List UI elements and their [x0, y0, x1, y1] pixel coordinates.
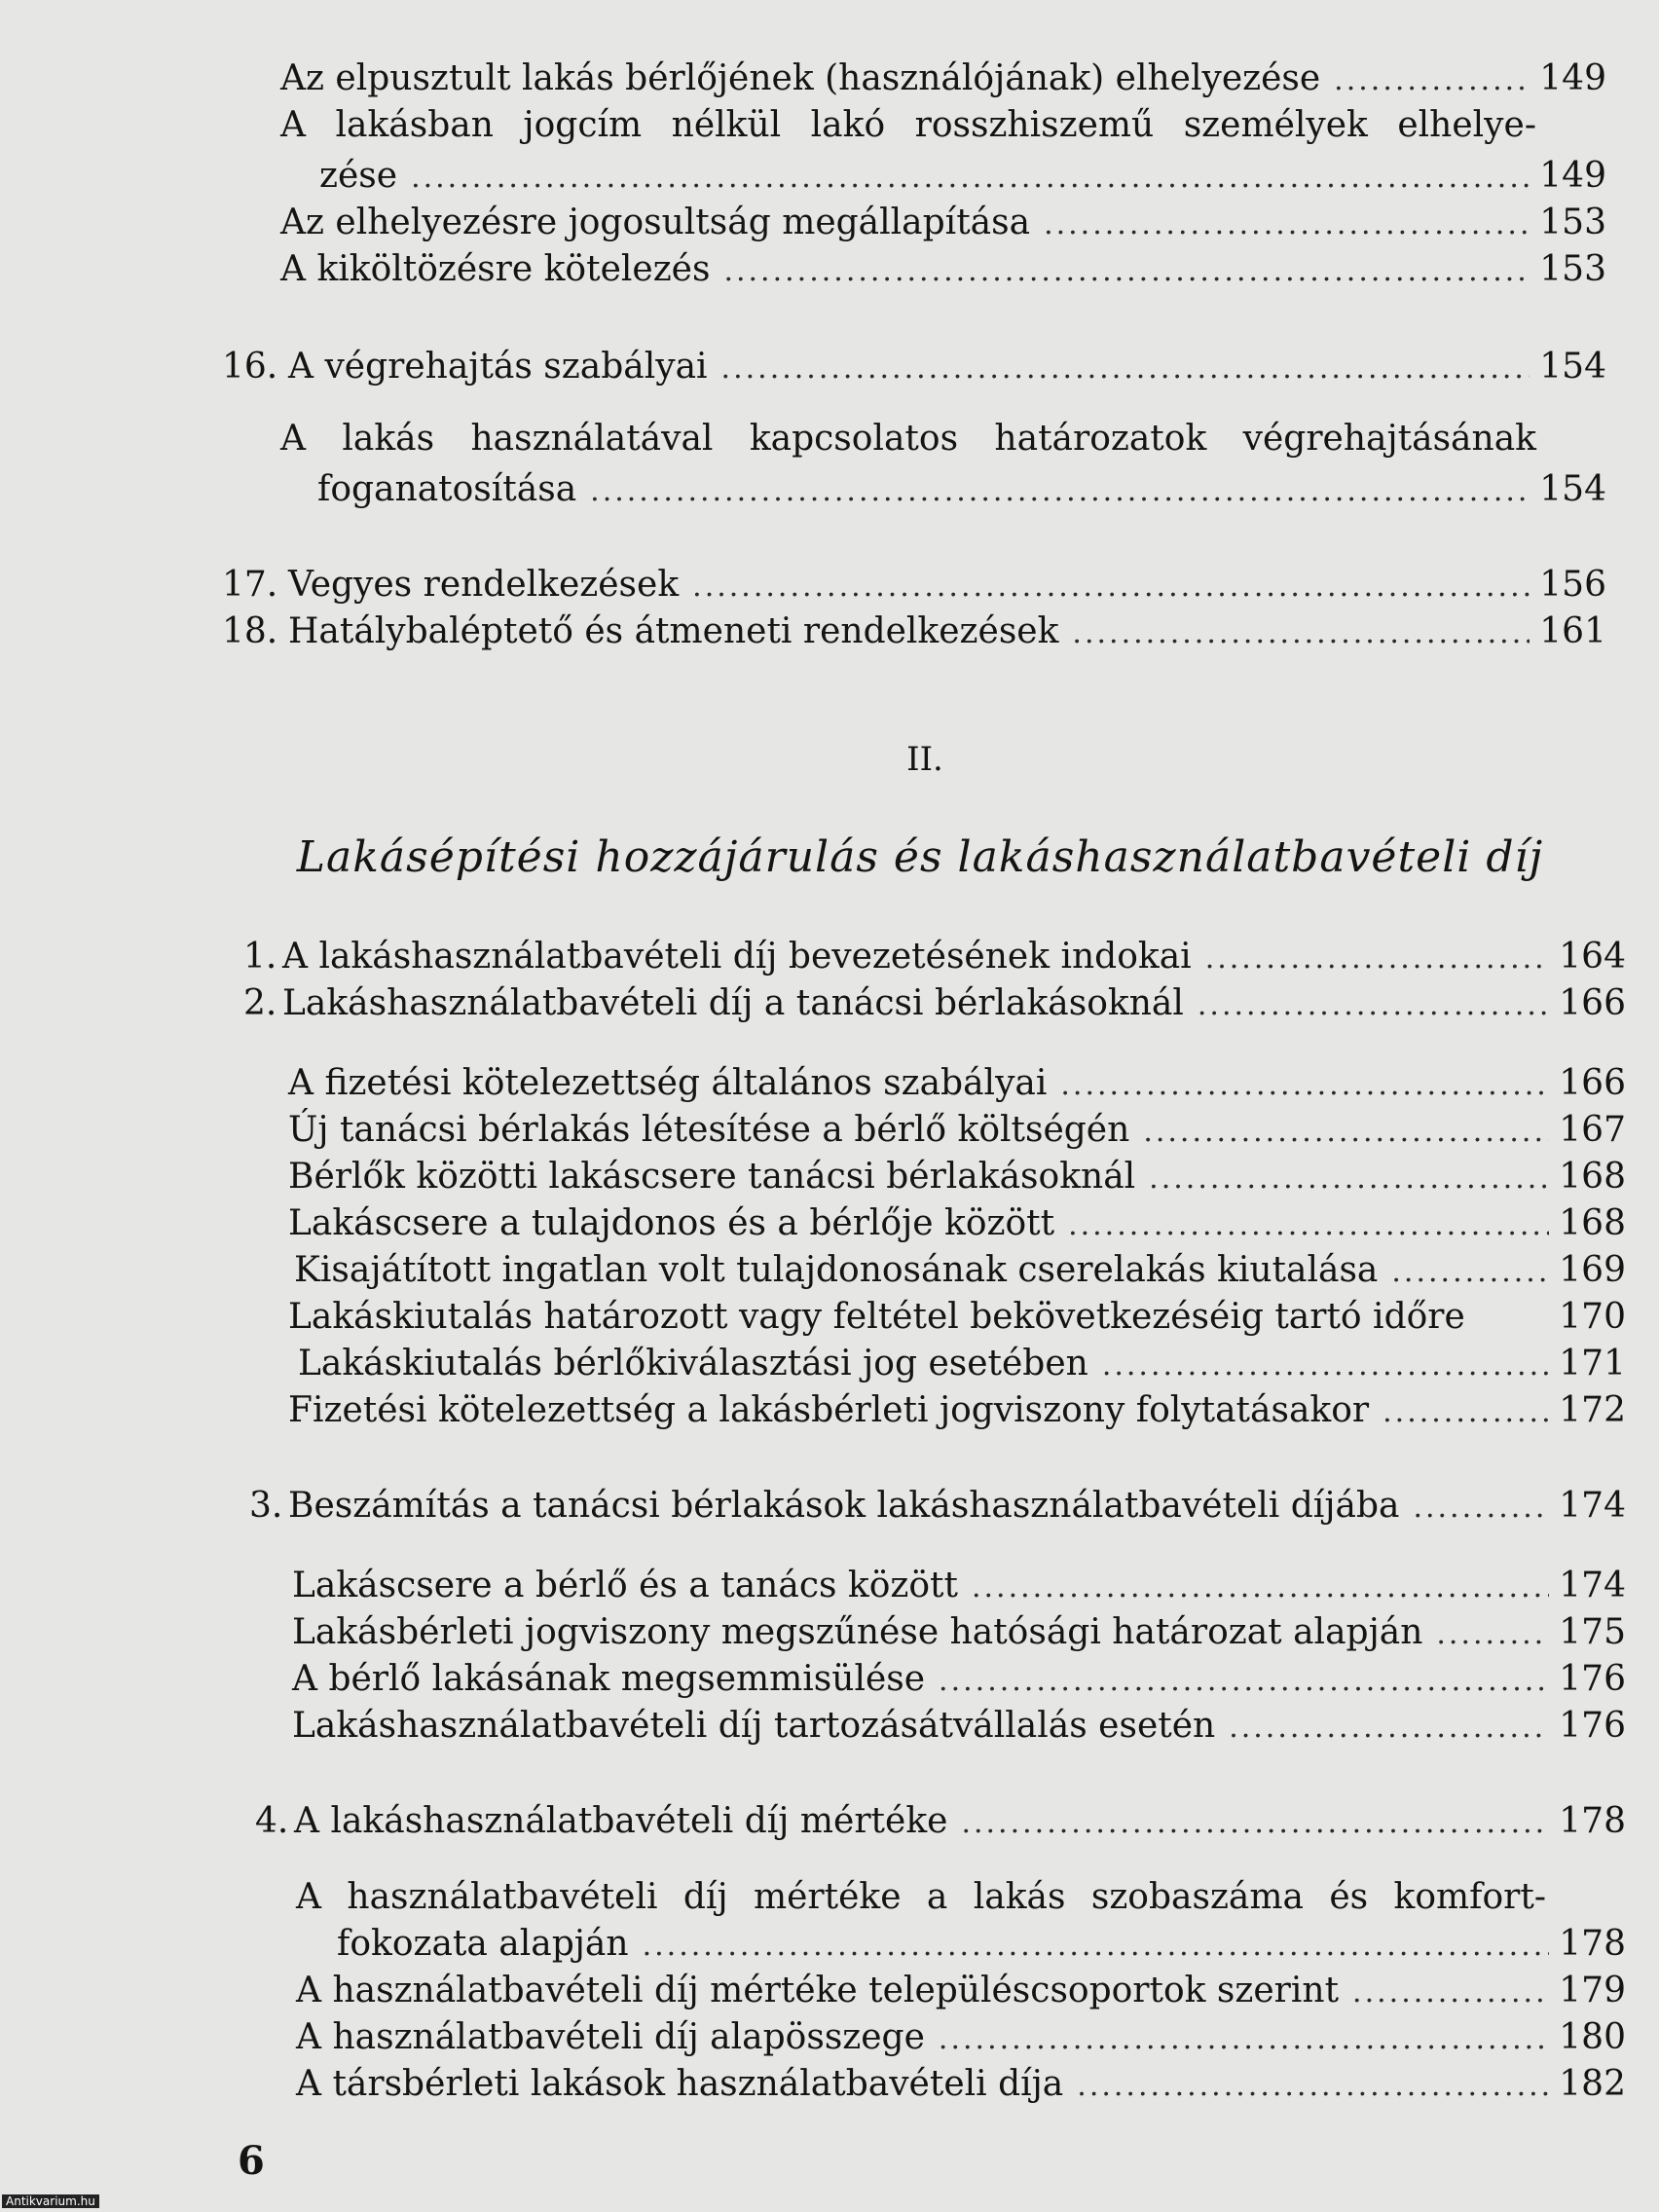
- toc-entry-page: 153: [1539, 203, 1606, 242]
- toc-entry-text: Bérlők közötti lakáscsere tanácsi bérlakásoknál: [288, 1157, 1136, 1197]
- page-number: 6: [238, 2138, 265, 2184]
- dot-leader: [939, 1665, 1549, 1699]
- toc-entry-text: Lakáshasználatbavételi díj tartozásátvállalás esetén: [292, 1706, 1216, 1746]
- toc-entry: [280, 58, 1606, 98]
- toc-entry-text: Az elpusztult lakás bérlőjének (használójának) elhelyezése: [280, 58, 1321, 98]
- dot-leader: [972, 1571, 1549, 1605]
- dot-leader: [1102, 1349, 1549, 1383]
- toc-entry: [288, 1110, 1626, 1150]
- dot-leader: [1198, 989, 1549, 1023]
- dot-leader: [723, 255, 1530, 289]
- toc-entry-page: 176: [1559, 1659, 1626, 1699]
- part-title: Lakásépítési hozzájárulás és lakáshasználatbavételi díj: [296, 832, 1544, 882]
- toc-entry-text: foganatosítása: [317, 469, 577, 509]
- toc-entry-page: 174: [1559, 1486, 1626, 1526]
- chapter-number: 16.: [222, 347, 278, 387]
- toc-entry: [319, 156, 1606, 196]
- toc-entry: [292, 1566, 1626, 1605]
- toc-entry-page: 149: [1539, 156, 1606, 196]
- toc-entry: [296, 2017, 1626, 2057]
- dot-leader: [721, 352, 1530, 387]
- toc-entry-page: 167: [1559, 1110, 1626, 1150]
- toc-entry-text: A fizetési kötelezettség általános szabályai: [288, 1063, 1048, 1103]
- toc-entry-page: 175: [1559, 1612, 1626, 1652]
- dot-leader: [1077, 2070, 1549, 2104]
- toc-entry-text: Lakáskiutalás határozott vagy feltétel bekövetkezéséig tartó időre: [288, 1297, 1465, 1337]
- section-title: Lakáshasználatbavételi díj a tanácsi bérlakásoknál: [282, 983, 1184, 1023]
- toc-entry-page: 164: [1559, 937, 1626, 977]
- dot-leader: [590, 475, 1530, 509]
- toc-entry-page: 176: [1559, 1706, 1626, 1746]
- toc-entry: [292, 1659, 1626, 1699]
- toc-entry-line1: A lakásban jogcím nélkül lakó rosszhiszemű személyek elhelye-: [280, 105, 1536, 145]
- chapter-number: 17.: [222, 565, 278, 605]
- toc-entry-page: 170: [1559, 1297, 1626, 1337]
- toc-entry-page: 169: [1559, 1250, 1626, 1290]
- toc-entry: [292, 1706, 1626, 1746]
- toc-entry-text: Lakásbérleti jogviszony megszűnése hatósági határozat alapján: [292, 1612, 1423, 1652]
- toc-chapter: [222, 611, 1606, 651]
- toc-entry-page: 153: [1539, 249, 1606, 289]
- toc-entry-page: 171: [1559, 1344, 1626, 1383]
- dot-leader: [961, 1807, 1549, 1841]
- chapter-title: Hatálybaléptető és átmeneti rendelkezések: [288, 611, 1059, 651]
- toc-entry-page: 166: [1559, 983, 1626, 1023]
- chapter-title: Vegyes rendelkezések: [288, 565, 680, 605]
- toc-entry: [288, 1297, 1626, 1337]
- toc-entry-page: 178: [1559, 1801, 1626, 1841]
- chapter-number: 18.: [222, 611, 278, 651]
- toc-entry: [296, 1971, 1626, 2010]
- toc-entry: [288, 1203, 1626, 1243]
- section-number: 3.: [249, 1486, 283, 1526]
- watermark: Antikvarium.hu: [2, 2194, 99, 2208]
- dot-leader: [692, 571, 1530, 605]
- toc-entry-text: zése: [319, 156, 398, 196]
- toc-entry-page: 172: [1559, 1390, 1626, 1430]
- toc-entry-text: fokozata alapján: [337, 1924, 629, 1964]
- dot-leader: [1072, 617, 1530, 651]
- toc-entry-page: 156: [1539, 565, 1606, 605]
- toc-section: [243, 983, 1626, 1023]
- dot-leader: [643, 1930, 1550, 1964]
- toc-entry: [337, 1924, 1626, 1964]
- toc-section: [249, 1486, 1626, 1526]
- toc-entry-text: Lakáscsere a tulajdonos és a bérlője között: [288, 1203, 1055, 1243]
- toc-entry-page: 161: [1539, 611, 1606, 651]
- toc-entry: [288, 1063, 1626, 1103]
- section-title: A lakáshasználatbavételi díj mértéke: [294, 1801, 948, 1841]
- toc-entry: [288, 1157, 1626, 1197]
- toc-chapter: [222, 565, 1606, 605]
- toc-entry-page: 174: [1559, 1566, 1626, 1605]
- dot-leader: [1060, 1069, 1549, 1103]
- section-title: A lakáshasználatbavételi díj bevezetésének indokai: [282, 937, 1192, 977]
- dot-leader: [1413, 1492, 1549, 1526]
- part-roman-numeral: II.: [906, 740, 943, 779]
- section-number: 4.: [255, 1801, 289, 1841]
- dot-leader: [1391, 1256, 1549, 1290]
- dot-leader: [1205, 942, 1550, 977]
- toc-entry-text: A használatbavételi díj alapösszege: [296, 2017, 925, 2057]
- section-title: Beszámítás a tanácsi bérlakások lakáshasználatbavételi díjába: [288, 1486, 1400, 1526]
- toc-entry: [294, 1250, 1626, 1290]
- toc-entry-text: Fizetési kötelezettség a lakásbérleti jogviszony folytatásakor: [288, 1390, 1370, 1430]
- toc-entry-text: A használatbavételi díj mértéke településcsoportok szerint: [296, 1971, 1340, 2010]
- dot-leader: [939, 2023, 1549, 2057]
- toc-section: [243, 937, 1626, 977]
- toc-entry-page: 182: [1559, 2064, 1626, 2104]
- toc-entry: [288, 1390, 1626, 1430]
- toc-entry-text: A bérlő lakásának megsemmisülése: [292, 1659, 926, 1699]
- toc-entry-page: 149: [1539, 58, 1606, 98]
- toc-section: [255, 1801, 1626, 1841]
- toc-entry-page: 178: [1559, 1924, 1626, 1964]
- chapter-title: A végrehajtás szabályai: [288, 347, 708, 387]
- toc-entry-page: 154: [1539, 469, 1606, 509]
- dot-leader: [1068, 1209, 1549, 1243]
- toc-entry: [292, 1612, 1626, 1652]
- dot-leader: [411, 162, 1530, 196]
- toc-entry-line1: A lakás használatával kapcsolatos határozatok végrehajtásának: [280, 419, 1536, 459]
- dot-leader: [1352, 1976, 1549, 2010]
- toc-entry-page: 180: [1559, 2017, 1626, 2057]
- toc-entry-page: 154: [1539, 347, 1606, 387]
- toc-entry-page: 166: [1559, 1063, 1626, 1103]
- toc-entry-page: 168: [1559, 1157, 1626, 1197]
- toc-entry: [280, 249, 1606, 289]
- toc-entry: [317, 469, 1606, 509]
- dot-leader: [1149, 1162, 1549, 1197]
- dot-leader: [1436, 1618, 1549, 1652]
- toc-entry: [296, 2064, 1626, 2104]
- toc-entry-text: Az elhelyezésre jogosultság megállapítása: [280, 203, 1031, 242]
- toc-entry-text: A társbérleti lakások használatbavételi díja: [296, 2064, 1064, 2104]
- toc-entry-text: A kiköltözésre kötelezés: [280, 249, 711, 289]
- toc-entry: [298, 1344, 1626, 1383]
- section-number: 2.: [243, 983, 277, 1023]
- dot-leader: [1334, 64, 1530, 98]
- toc-entry: [280, 203, 1606, 242]
- toc-entry-line1: A használatbavételi díj mértéke a lakás szobaszáma és komfort-: [296, 1877, 1546, 1917]
- dot-leader: [1229, 1712, 1549, 1746]
- section-number: 1.: [243, 937, 277, 977]
- toc-chapter: [222, 347, 1606, 387]
- toc-entry-page: 179: [1559, 1971, 1626, 2010]
- toc-entry-page: 168: [1559, 1203, 1626, 1243]
- toc-entry-text: Lakáskiutalás bérlőkiválasztási jog esetében: [298, 1344, 1088, 1383]
- toc-entry-text: Lakáscsere a bérlő és a tanács között: [292, 1566, 958, 1605]
- dot-leader: [1044, 208, 1530, 242]
- toc-entry-text: Kisajátított ingatlan volt tulajdonosának cserelakás kiutalása: [294, 1250, 1379, 1290]
- dot-leader: [1382, 1396, 1549, 1430]
- dot-leader: [1143, 1116, 1549, 1150]
- toc-entry-text: Új tanácsi bérlakás létesítése a bérlő költségén: [288, 1110, 1130, 1150]
